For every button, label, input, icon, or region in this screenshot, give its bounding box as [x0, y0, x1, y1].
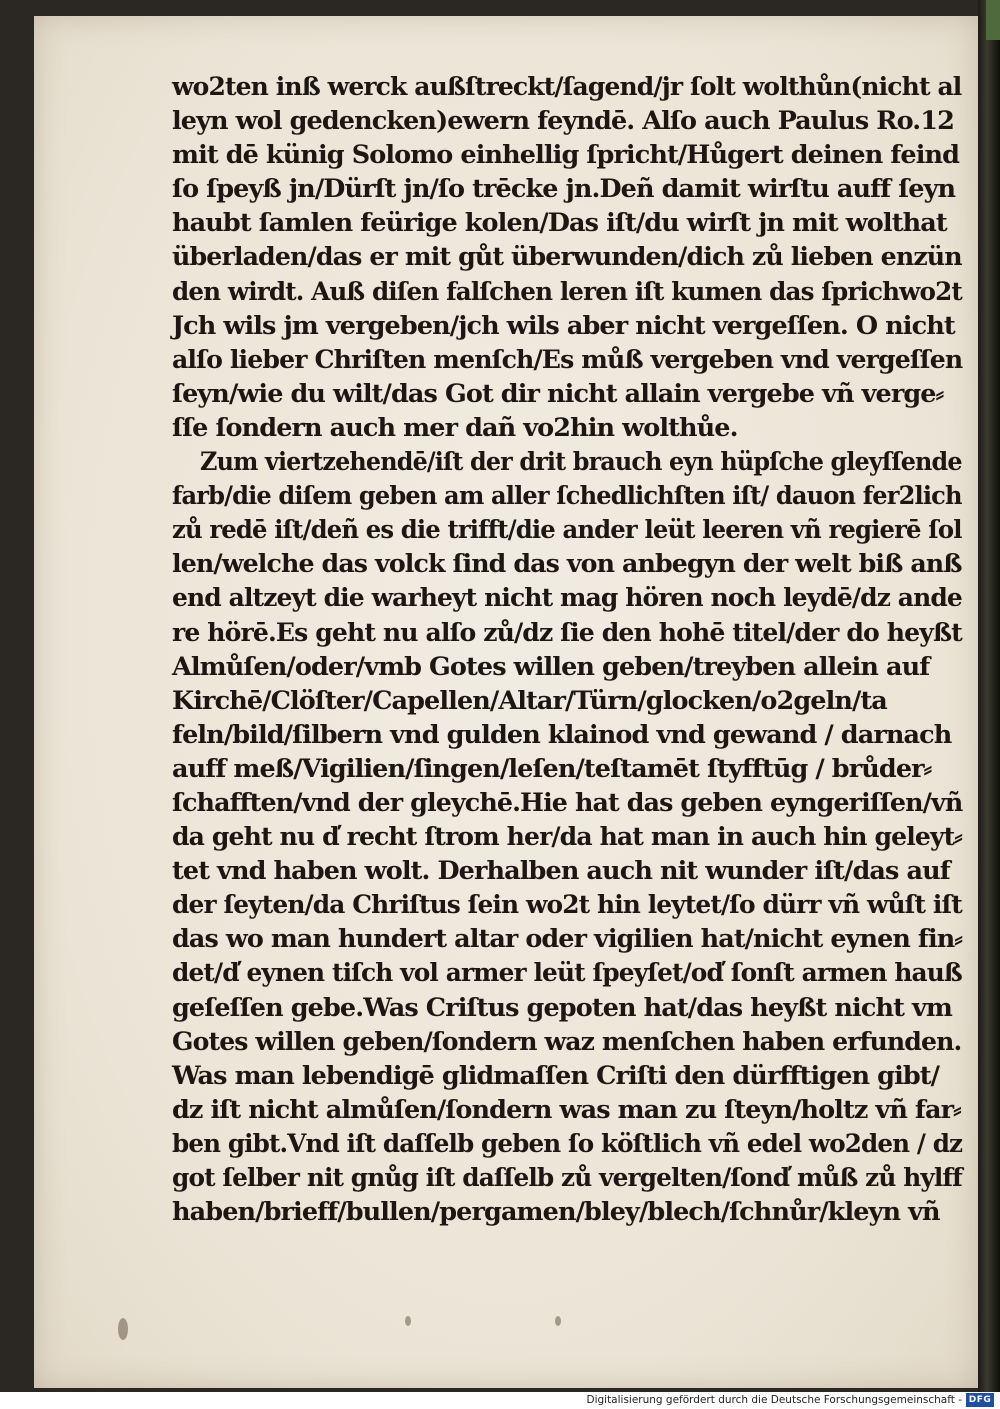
text-line: das wo man hundert altar oder vigilien hat/nicht eynen fin⸗: [172, 924, 962, 955]
book-edge: [978, 0, 1000, 1392]
funding-notice: Digitalisierung gefördert durch die Deutsche Forschungsgemeinschaft -: [586, 1394, 962, 1406]
text-line: wo2ten inß werck außſtreckt/ſagend/jr ſolt wolthůn(nicht al: [172, 72, 962, 102]
dfg-logo[interactable]: DFG: [966, 1393, 994, 1407]
text-line: Kirchē/Clöſter/Capellen/Altar/Türn/glocken/o2geln/ta: [172, 685, 887, 716]
text-line: ſchafften/vnd der gleychē.Hie hat das geben eyngeriſſen/vñ: [172, 787, 963, 818]
text-line: der ſeyten/da Chriſtus ſein wo2t hin leytet/ſo dürr vñ wůſt iſt: [172, 890, 962, 921]
ink-smudge: [118, 1318, 128, 1340]
text-line: überladen/das er mit gůt überwunden/dich zů lieben enzün: [172, 242, 962, 273]
text-line: alſo lieber Chriſten menſch/Es můß vergeben vnd vergeſſen: [172, 344, 963, 375]
text-line: farb/die diſem geben am aller ſchedlichſten iſt/ dauon fer2lich: [172, 481, 962, 512]
text-line: det/d̕ eynen tiſch vol armer leüt ſpeyſet/od̕ ſonſt armen hauß: [172, 958, 962, 989]
text-line: auff meß/Vigilien/ſingen/leſen/teſtamēt ſtyfftūg / brůder⸗: [172, 753, 932, 784]
text-line: mit dē künig Solomo einhellig ſpricht/Hůgert deinen feind: [172, 140, 960, 171]
text-line: ben gibt.Vnd iſt daſſelb geben ſo köſtlich vñ edel wo2den / dz: [172, 1128, 963, 1159]
text-line: ſo ſpeyß jn/Dürſt jn/ſo trēcke jn.Deñ damit wirſtu auff ſeyn: [172, 174, 956, 205]
text-line: den wirdt. Auß diſen falſchen leren iſt kumen das ſprichwo2t: [172, 276, 962, 307]
digitization-footer: [0, 1392, 1000, 1409]
text-line: end altzeyt die warheyt nicht mag hören noch leydē/dz ande: [172, 583, 962, 614]
text-line: Jch wils jm vergeben/jch wils aber nicht vergeſſen. O nicht: [172, 310, 955, 341]
text-line: haubt ſamlen feürige kolen/Das iſt/du wirſt jn mit wolthat: [172, 208, 947, 239]
text-line: len/welche das volck ſind das von anbegyn der welt biß anß: [172, 549, 962, 580]
text-line: zů redē iſt/deñ es die trifft/die ander leüt leeren vñ regierē ſol: [172, 515, 962, 546]
text-line: feln/bild/ſilbern vnd gulden klainod vnd gewand / darnach: [172, 719, 952, 750]
paragraph-start-line: Zum viertzehendē/iſt der drit brauch eyn hüpſche gleyſſende: [200, 447, 962, 478]
text-line: ſeyn/wie du wilt/das Got dir nicht allain vergebe vñ verge⸗: [172, 378, 944, 409]
text-line: Gotes willen geben/ſondern waz menſchen haben erfunden.: [172, 1026, 962, 1057]
text-line: leyn wol gedencken)ewern feyndē. Alſo auch Paulus Ro.12: [172, 106, 954, 137]
text-line: ſſe ſondern auch mer dañ vo2hin wolthůe.: [172, 412, 738, 443]
text-line: re hörē.Es geht nu alſo zů/dz ſie den hohē titel/der do heyßt: [172, 617, 962, 648]
text-line: got ſelber nit gnůg iſt daſſelb zů vergelten/ſond̕ můß zů hylff: [172, 1163, 962, 1193]
text-line: dz iſt nicht almůſen/ſondern was man zu ſteyn/holtz vñ far⸗: [172, 1094, 961, 1125]
ink-smudge: [405, 1316, 411, 1326]
text-line: Almůſen/oder/vmb Gotes willen geben/treyben allein auf: [172, 651, 930, 682]
text-line: da geht nu d̕ recht ſtrom her/da hat man in auch hin geleyt⸗: [172, 822, 962, 853]
text-line: tet vnd haben wolt. Derhalben auch nit wunder iſt/das auf: [172, 856, 950, 887]
ink-smudge: [555, 1316, 561, 1326]
text-line: Was man lebendigē glidmaſſen Criſti den dürfftigen gibt/: [172, 1060, 940, 1091]
page-text: [172, 70, 962, 1229]
book-edge-color: [986, 0, 1000, 40]
text-line: geſeſſen gebe.Was Criſtus gepoten hat/das heyßt nicht vm: [172, 992, 952, 1023]
text-line: haben/brieff/bullen/pergamen/bley/blech/ſchnůr/kleyn vñ: [172, 1197, 940, 1228]
